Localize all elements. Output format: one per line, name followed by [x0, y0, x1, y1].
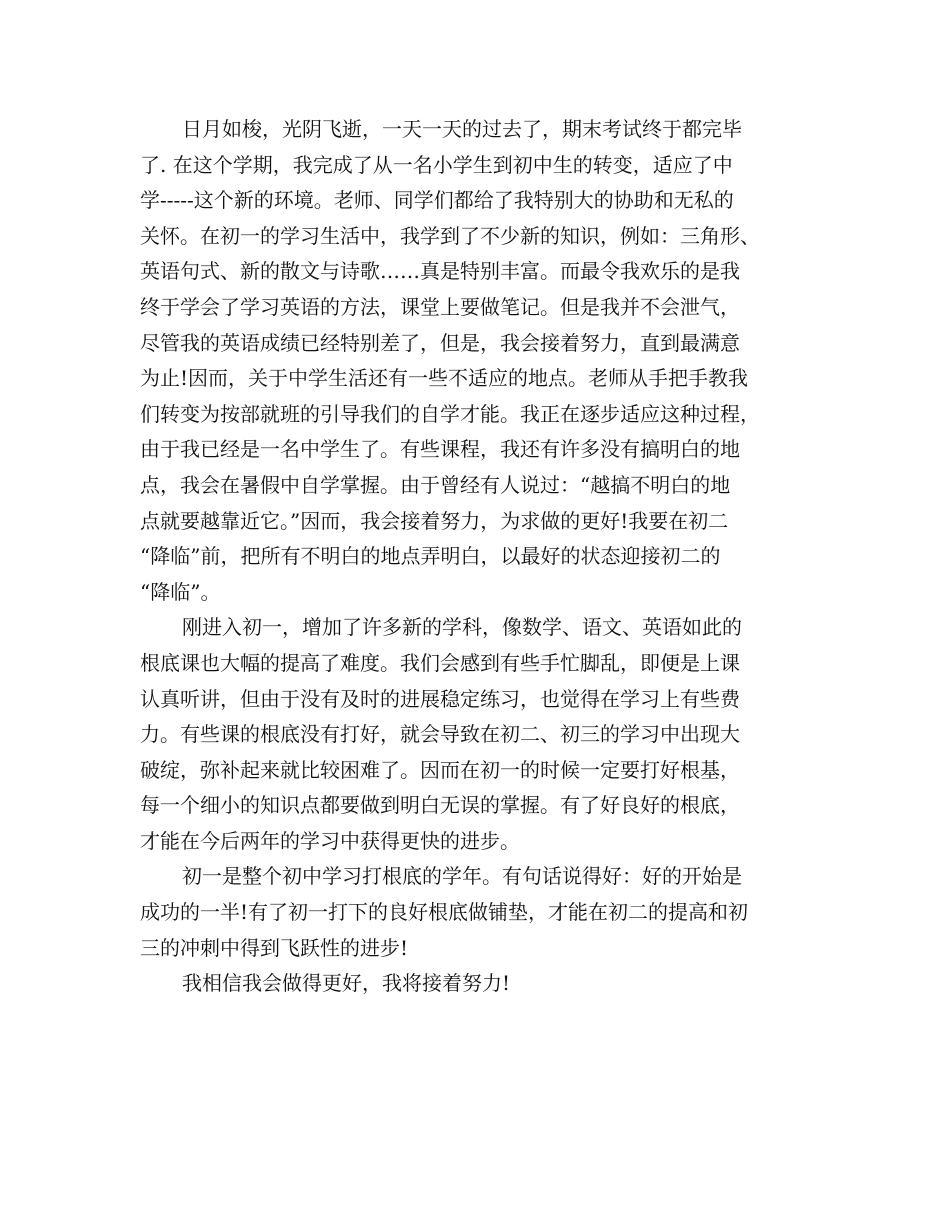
document-body [140, 112, 830, 1002]
text-line: 日月如梭，光阴飞逝，一天一天的过去了，期末考试终于都完毕 [182, 117, 742, 141]
text-line: 尽管我的英语成绩已经特别差了，但是，我会接着努力，直到最满意 [140, 330, 740, 355]
text-line: 认真听讲，但由于没有及时的进展稳定练习，也觉得在学习上有些费 [140, 686, 740, 711]
text-line: 点，我会在暑假中自学掌握。由于曾经有人说过：“越搞不明白的地 [140, 472, 731, 497]
text-line: 每一个细小的知识点都要做到明白无误的掌握。有了好良好的根底， [140, 793, 740, 818]
paragraph-4 [140, 966, 830, 1002]
paragraph-1 [140, 112, 830, 610]
text-line: 成功的一半!有了初一打下的良好根底做铺垫，才能在初二的提高和初 [140, 900, 749, 925]
text-line: 破绽，弥补起来就比较困难了。因而在初一的时候一定要打好根基， [140, 757, 740, 782]
paragraph-2 [140, 610, 830, 859]
text-line: 关怀。在初一的学习生活中，我学到了不少新的知识，例如：三角形、 [140, 223, 760, 248]
text-line: 英语句式、新的散文与诗歌……真是特别丰富。而最令我欢乐的是我 [140, 259, 740, 284]
text-line: 为止!因而，关于中学生活还有一些不适应的地点。老师从手把手教我 [140, 366, 749, 391]
text-line: 了. 在这个学期，我完成了从一名小学生到初中生的转变，适应了中 [140, 152, 733, 177]
text-line: 学-----这个新的环境。老师、同学们都给了我特别大的协助和无私的 [140, 188, 734, 213]
text-line: 根底课也大幅的提高了难度。我们会感到有些手忙脚乱，即便是上课 [140, 650, 740, 675]
text-line: 终于学会了学习英语的方法，课堂上要做笔记。但是我并不会泄气， [140, 294, 740, 319]
text-line: 们转变为按部就班的引导我们的自学才能。我正在逐步适应这种过程， [140, 401, 760, 426]
text-line: “降临”前，把所有不明白的地点弄明白，以最好的状态迎接初二的 [140, 544, 721, 569]
text-line: 初一是整个初中学习打根底的学年。有句话说得好：好的开始是 [182, 864, 742, 889]
text-line: 力。有些课的根底没有打好，就会导致在初二、初三的学习中出现大 [140, 722, 740, 747]
text-line: 刚进入初一，增加了许多新的学科，像数学、语文、英语如此的 [182, 615, 742, 640]
text-line: 才能在今后两年的学习中获得更快的进步。 [140, 828, 520, 853]
paragraph-3 [140, 859, 830, 966]
text-line: 三的冲刺中得到飞跃性的进步! [140, 935, 409, 960]
text-line: 由于我已经是一名中学生了。有些课程，我还有许多没有搞明白的地 [140, 437, 740, 462]
text-line: 我相信我会做得更好，我将接着努力! [182, 971, 511, 996]
text-line: 点就要越靠近它。”因而，我会接着努力，为求做的更好!我要在初二 [140, 508, 729, 533]
text-line: “降临”。 [140, 579, 221, 604]
